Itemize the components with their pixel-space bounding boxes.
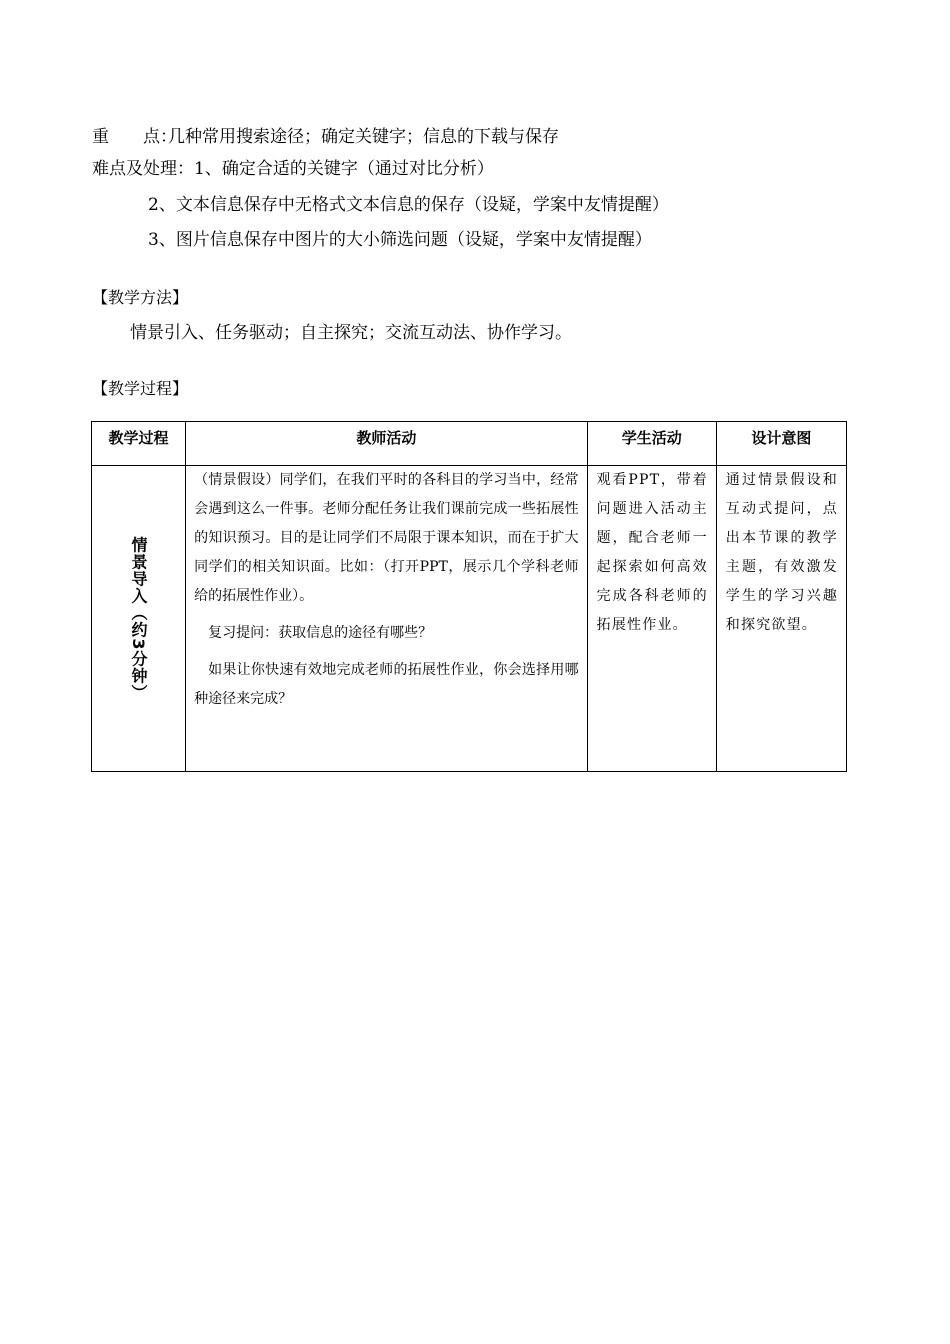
difficulty-item: 1、确定合适的关键字（通过对比分析） <box>194 159 494 179</box>
table-header-row <box>92 422 847 466</box>
stage-label: 情景导入（约3分钟） <box>129 535 149 702</box>
table-row <box>92 466 847 772</box>
teacher-activity-cell <box>186 466 588 772</box>
design-intent-cell: 通过情景假设和互动式提问，点出本节课的教学主题，有效激发学生的学习兴趣和探究欲望。 <box>716 466 846 772</box>
column-header-teacher: 教师活动 <box>186 422 588 466</box>
difficulty-item: 2、文本信息保存中无格式文本信息的保存（设疑，学案中友情提醒） <box>148 195 669 215</box>
column-header-stage: 教学过程 <box>92 422 186 466</box>
methods-heading: 【教学方法】 <box>92 288 189 307</box>
key-points-text: 几种常用搜索途径；确定关键字；信息的下载与保存 <box>168 127 559 147</box>
student-activity-cell: 观看PPT，带着问题进入活动主题，配合老师一起探索如何高效完成各科老师的拓展性作业。 <box>587 466 716 772</box>
difficulty-item: 3、图片信息保存中图片的大小筛选问题（设疑，学案中友情提醒） <box>148 230 652 250</box>
teacher-paragraph: 复习提问：获取信息的途径有哪些？ <box>208 625 433 641</box>
teacher-paragraph: （情景假设）同学们，在我们平时的各科目的学习当中，经常会遇到这么一件事。老师分配任务让我们课前完成一些拓展性的知识预习。目的是让同学们不局限于课本知识，而在于扩大同学们的相关知识面。比如：（打开PPT，展示几个学科老师给的拓展性作业）。 <box>194 472 579 604</box>
methods-text: 情景引入、任务驱动；自主探究；交流互动法、协作学习。 <box>130 323 572 343</box>
column-header-student: 学生活动 <box>587 422 716 466</box>
difficulties-label: 难点及处理： <box>92 159 194 179</box>
process-heading: 【教学过程】 <box>92 379 189 398</box>
column-header-intent: 设计意图 <box>716 422 846 466</box>
teacher-paragraph: 如果让你快速有效地完成老师的拓展性作业，你会选择用哪种途径来完成？ <box>194 662 579 707</box>
process-table <box>91 421 847 772</box>
stage-cell <box>92 466 186 772</box>
difficulties-line-1 <box>92 158 494 180</box>
key-points-label: 重 点： <box>92 127 177 147</box>
